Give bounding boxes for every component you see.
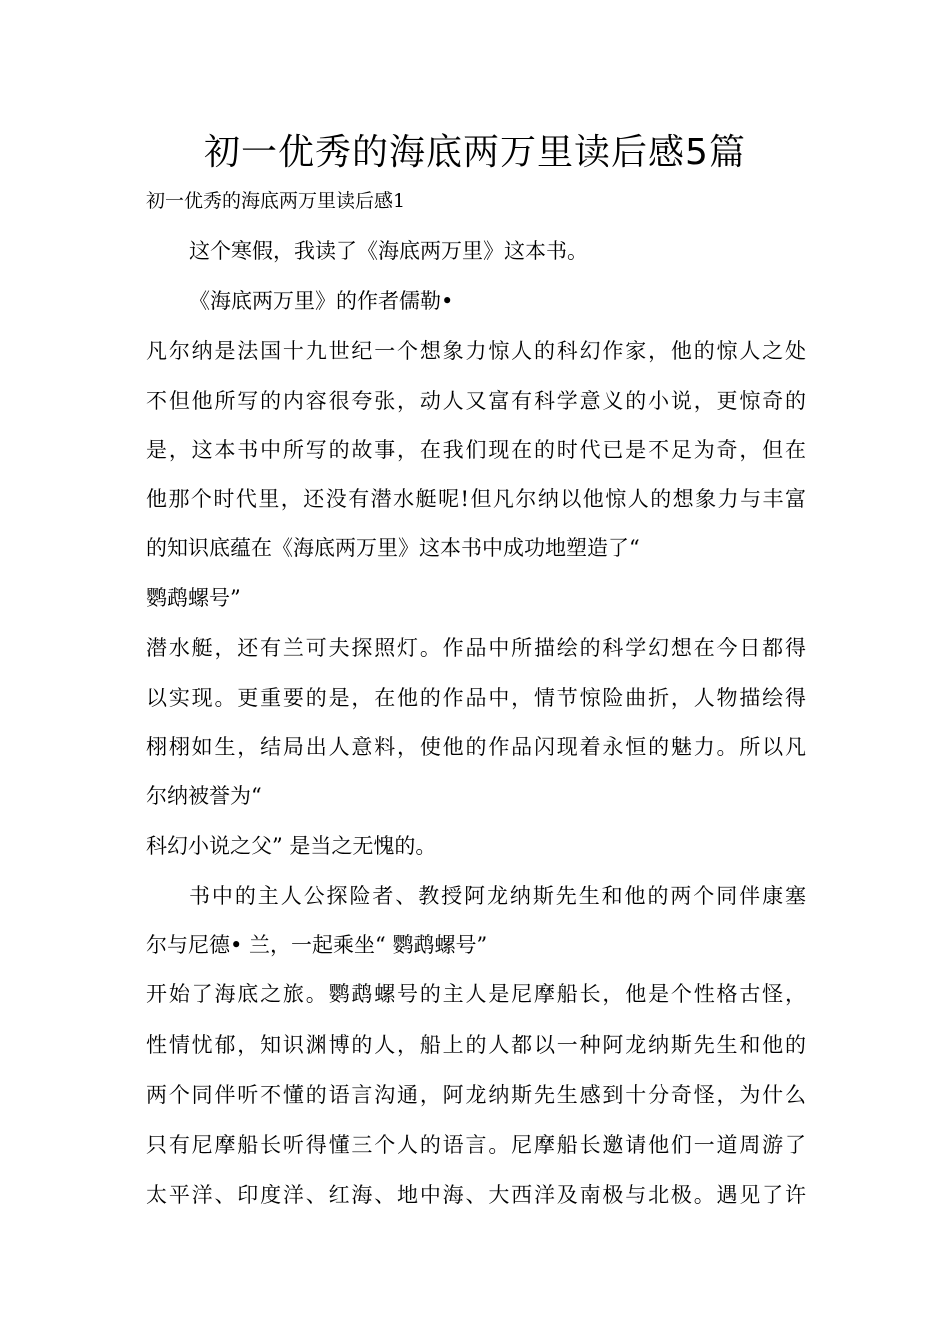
page-title: 初一优秀的海底两万里读后感5篇 xyxy=(204,132,746,173)
text-line: 尔与尼德• 兰，一起乘坐“ 鹦鹉螺号” xyxy=(146,933,488,957)
text-line: 书中的主人公探险者、教授阿龙纳斯先生和他的两个同伴康塞 xyxy=(189,884,806,908)
text-line: 科幻小说之父” 是当之无愧的。 xyxy=(146,834,437,858)
text-line: 鹦鹉螺号” xyxy=(146,586,241,610)
text-line: 凡尔纳是法国十九世纪一个想象力惊人的科幻作家，他的惊人之处 xyxy=(146,339,806,363)
text-line: 潜水艇，还有兰可夫探照灯。作品中所描绘的科学幻想在今日都得 xyxy=(146,636,806,660)
text-line: 以实现。更重要的是，在他的作品中，情节惊险曲折，人物描绘得 xyxy=(146,686,806,710)
text-line: 两个同伴听不懂的语言沟通，阿龙纳斯先生感到十分奇怪，为什么 xyxy=(146,1083,806,1107)
section-heading: 初一优秀的海底两万里读后感1 xyxy=(146,190,406,212)
text-line: 性情忧郁，知识渊博的人，船上的人都以一种阿龙纳斯先生和他的 xyxy=(146,1033,806,1057)
text-line: 开始了海底之旅。鹦鹉螺号的主人是尼摩船长，他是个性格古怪， xyxy=(146,982,806,1006)
text-line: 的知识底蕴在《海底两万里》这本书中成功地塑造了“ xyxy=(146,536,640,560)
text-line: 太平洋、印度洋、红海、地中海、大西洋及南极与北极。遇见了许 xyxy=(146,1183,806,1207)
text-line: 栩栩如生，结局出人意料，使他的作品闪现着永恒的魅力。所以凡 xyxy=(146,735,806,759)
text-line: 尔纳被誉为“ xyxy=(146,784,262,808)
text-line: 他那个时代里，还没有潜水艇呢!但凡尔纳以他惊人的想象力与丰富 xyxy=(146,487,806,511)
text-line: 《海底两万里》的作者儒勒• xyxy=(189,289,454,313)
text-line: 不但他所写的内容很夸张，动人又富有科学意义的小说，更惊奇的 xyxy=(146,389,806,413)
text-line: 只有尼摩船长听得懂三个人的语言。尼摩船长邀请他们一道周游了 xyxy=(146,1133,806,1157)
text-line: 是，这本书中所写的故事，在我们现在的时代已是不足为奇，但在 xyxy=(146,438,806,462)
text-line: 这个寒假，我读了《海底两万里》这本书。 xyxy=(189,239,588,263)
